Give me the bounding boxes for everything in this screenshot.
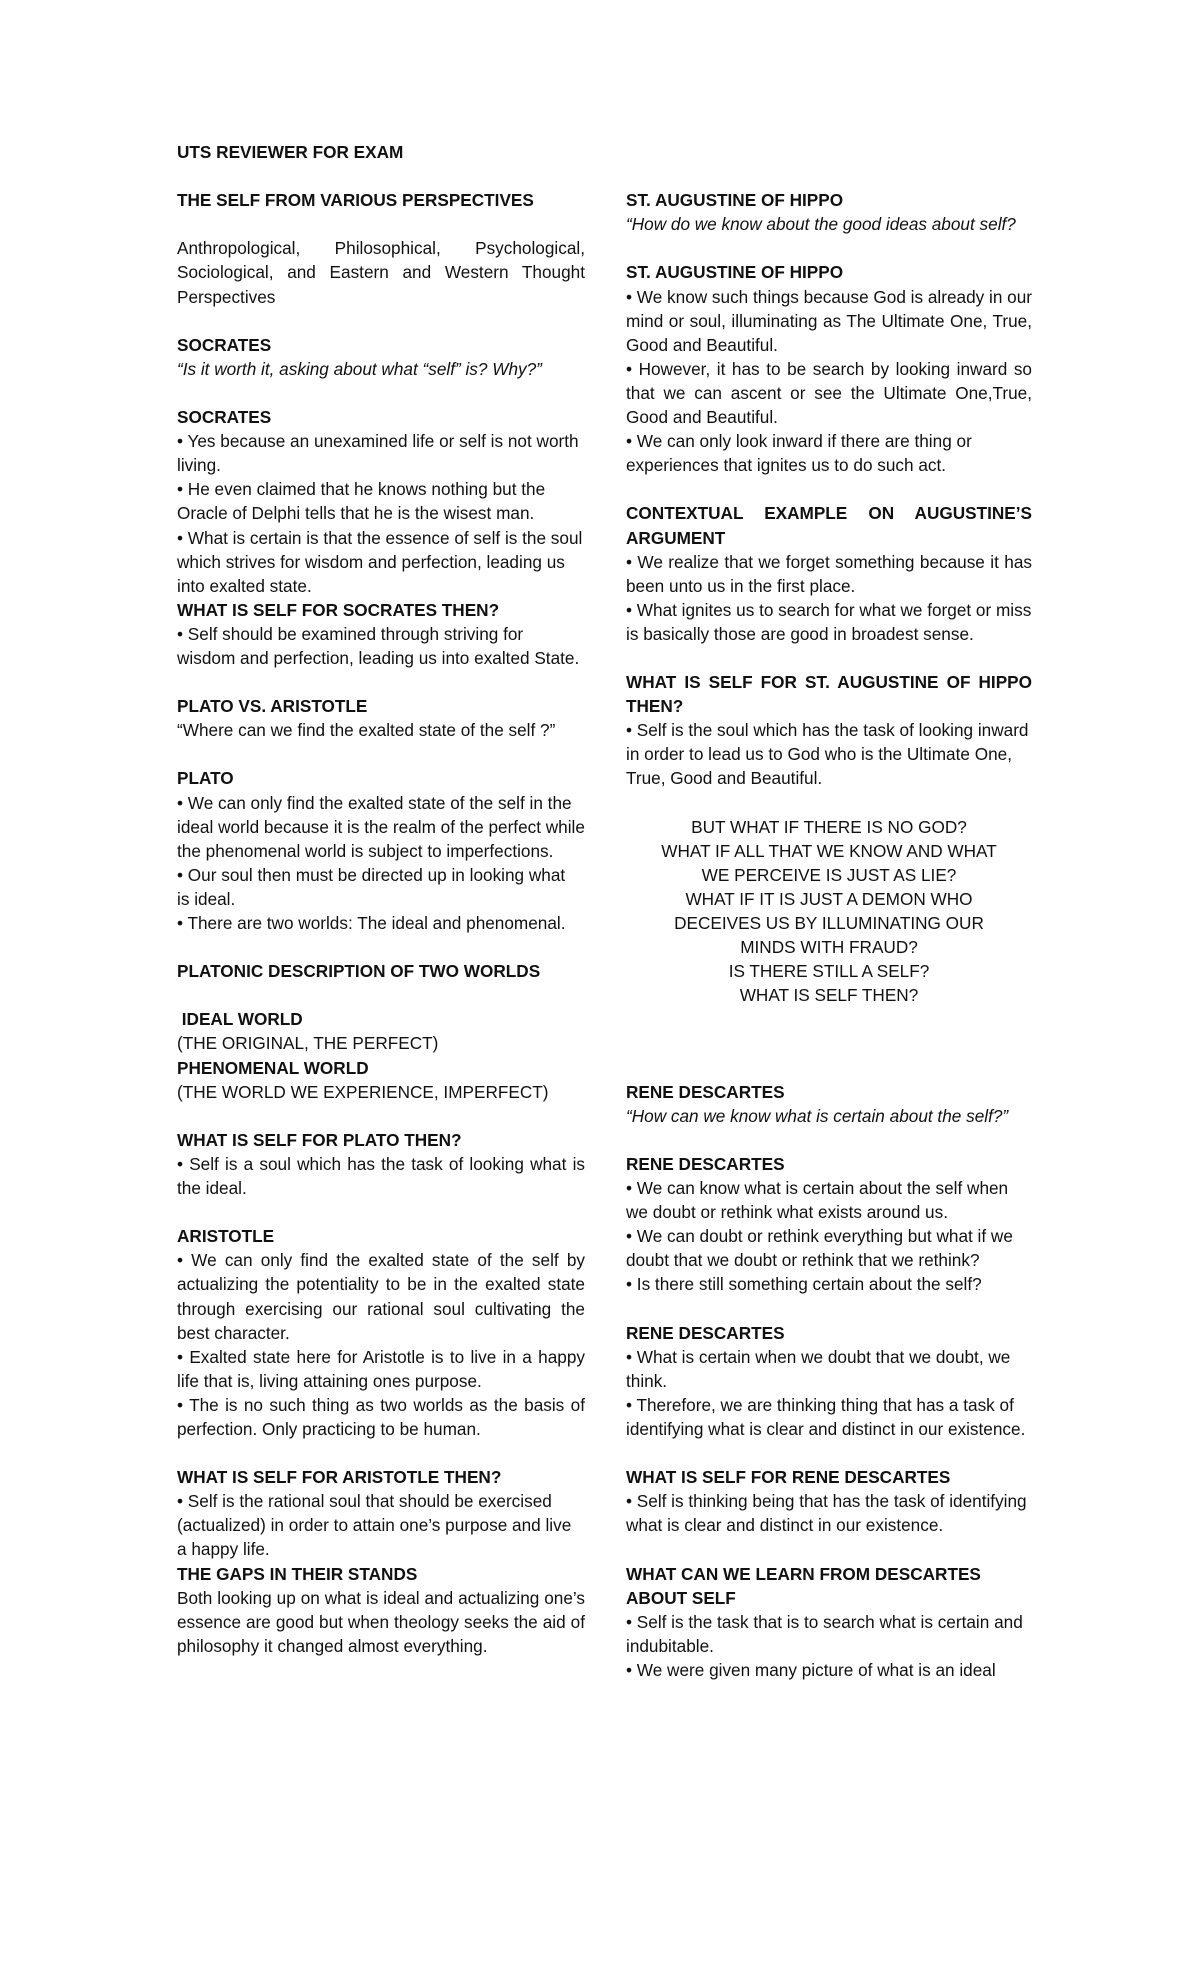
descartes-heading-2: RENE DESCARTES [626, 1153, 785, 1174]
aristotle-heading: ARISTOTLE [177, 1226, 275, 1247]
plato-self-bullet: • Self is a soul which has the task of looking what is the ideal. [177, 1153, 585, 1199]
augustine-bullet-3: • We can only look inward if there are thing or experiences that ignites us to do such act. [626, 431, 972, 476]
plato-bullet-1-cont: ideal world because it is the realm of the perfect while the phenomenal world is subject to imperfections. [177, 816, 585, 861]
socrates-heading-2: SOCRATES [177, 407, 272, 428]
descartes-self-bullet: • Self is thinking being that has the task of identifying what is clear and distinct in our existence. [626, 1491, 1027, 1536]
socrates-bullet-2: • He even claimed that he knows nothing but the Oracle of Delphi tells that he is the wisest man. [177, 479, 546, 524]
gaps-heading: THE GAPS IN THEIR STANDS [177, 1563, 418, 1584]
contextual-bullet-1: • We realize that we forget something because it has been unto us in the first place. [626, 551, 1032, 596]
ideal-world-desc: (THE ORIGINAL, THE PERFECT) [177, 1033, 439, 1054]
perspectives-text: Anthropological, Philosophical, Psychological, Sociological, and Eastern and Western Thought Perspectives [177, 238, 585, 307]
socrates-bullet-3: • What is certain is that the essence of self is the soul which strives for wisdom and perfection, leading us into exalted state. [177, 527, 583, 596]
plato-bullet-3: • There are two worlds: The ideal and phenomenal. [177, 913, 566, 933]
socrates-bullet-1-cont: living. [177, 455, 221, 476]
augustine-question: “How do we know about the good ideas about self? [626, 214, 1016, 235]
ideal-world-label: IDEAL WORLD [177, 1009, 303, 1030]
descartes-bullet-3: • Is there still something certain about the self? [626, 1274, 982, 1295]
center-line: MINDS WITH FRAUD? [740, 937, 918, 958]
center-line: WHAT IF ALL THAT WE KNOW AND WHAT [661, 840, 997, 861]
descartes-question: “How can we know what is certain about the self?” [626, 1105, 1009, 1126]
socrates-self-heading: WHAT IS SELF FOR SOCRATES THEN? [177, 599, 500, 620]
platonic-heading: PLATONIC DESCRIPTION OF TWO WORLDS [177, 961, 541, 982]
section-title: THE SELF FROM VARIOUS PERSPECTIVES [177, 190, 534, 211]
contextual-bullet-2: • What ignites us to search for what we forget or miss is basically those are good in broadest sense. [626, 599, 1032, 644]
socrates-self-bullet: • Self should be examined through striving for wisdom and perfection, leading us into exalted State. [177, 623, 580, 668]
plato-bullet-2: • Our soul then must be directed up in looking what [177, 864, 566, 885]
center-line: IS THERE STILL A SELF? [728, 961, 930, 982]
contextual-heading: CONTEXTUAL EXAMPLE ON AUGUSTINE’S [626, 503, 1032, 524]
descartes-bullet-4: • What is certain when we doubt that we doubt, we think. [626, 1346, 1011, 1391]
augustine-heading-2: ST. AUGUSTINE OF HIPPO [626, 262, 844, 283]
document-title: UTS REVIEWER FOR EXAM [177, 142, 404, 162]
contextual-heading-2: ARGUMENT [626, 527, 726, 548]
plato-bullet-1: • We can only find the exalted state of the self in the [177, 792, 572, 813]
gaps-text: Both looking up on what is ideal and actualizing one’s essence are good but when theology seeks the aid of philosophy it changed almost everything. [177, 1587, 585, 1656]
learn-heading: WHAT CAN WE LEARN FROM DESCARTES ABOUT SELF [626, 1563, 981, 1608]
center-line: BUT WHAT IF THERE IS NO GOD? [691, 816, 967, 837]
plato-self-heading: WHAT IS SELF FOR PLATO THEN? [177, 1129, 462, 1150]
socrates-bullet-1: • Yes because an unexamined life or self is not worth [177, 431, 579, 452]
augustine-bullet-2: • However, it has to be search by looking inward so that we can ascent or see the Ultimate One,True, Good and Beautiful. [626, 358, 1032, 428]
center-line: WHAT IS SELF THEN? [739, 985, 919, 1006]
plato-heading: PLATO [177, 768, 234, 789]
center-line: WE PERCEIVE IS JUST AS LIE? [701, 864, 957, 885]
learn-bullet-1: • Self is the task that is to search what is certain and indubitable. [626, 1611, 1023, 1656]
aristotle-bullet-3: • The is no such thing as two worlds as the basis of perfection. Only practicing to be human. [177, 1394, 585, 1439]
socrates-question: “Is it worth it, asking about what “self” is? Why?” [177, 358, 542, 379]
augustine-self-heading: WHAT IS SELF FOR ST. AUGUSTINE OF HIPPO THEN? [626, 672, 1032, 717]
aristotle-bullet-1: • We can only find the exalted state of the self by actualizing the potentiality to be in the exalted state through exercising our rational soul cultivating the best character. [177, 1250, 585, 1343]
right-column [626, 140, 1032, 1682]
center-line: DECEIVES US BY ILLUMINATING OUR [674, 913, 984, 933]
descartes-heading: RENE DESCARTES [626, 1081, 785, 1102]
center-line: WHAT IF IT IS JUST A DEMON WHO [685, 888, 973, 909]
descartes-heading-3: RENE DESCARTES [626, 1322, 785, 1343]
aristotle-self-heading: WHAT IS SELF FOR ARISTOTLE THEN? [177, 1467, 502, 1488]
aristotle-bullet-2: • Exalted state here for Aristotle is to live in a happy life that is, living attaining ones purpose. [177, 1346, 585, 1391]
descartes-bullet-2: • We can doubt or rethink everything but what if we doubt that we doubt or rethink that we rethink? [626, 1226, 1013, 1271]
phenomenal-world-desc: (THE WORLD WE EXPERIENCE, IMPERFECT) [177, 1081, 549, 1102]
descartes-bullet-5: • Therefore, we are thinking thing that has a task of identifying what is clear and distinct in our existence. [626, 1394, 1026, 1439]
plato-vs-aristotle-heading: PLATO VS. ARISTOTLE [177, 696, 368, 717]
phenomenal-world-label: PHENOMENAL WORLD [177, 1057, 369, 1078]
left-column [177, 140, 585, 1658]
descartes-self-heading: WHAT IS SELF FOR RENE DESCARTES [626, 1467, 951, 1488]
augustine-heading: ST. AUGUSTINE OF HIPPO [626, 190, 844, 211]
plato-bullet-2-cont: is ideal. [177, 888, 236, 909]
learn-bullet-2: • We were given many picture of what is an ideal [626, 1659, 996, 1680]
aristotle-self-bullet: • Self is the rational soul that should be exercised (actualized) in order to attain one’s purpose and live a happy life. [177, 1491, 572, 1560]
augustine-self-bullet: • Self is the soul which has the task of looking inward in order to lead us to God who is the Ultimate One, True, Good and Beautiful. [626, 720, 1029, 789]
socrates-heading: SOCRATES [177, 334, 272, 355]
descartes-bullet-1: • We can know what is certain about the self when we doubt or rethink what exists around us. [626, 1178, 1009, 1223]
augustine-bullet-1: • We know such things because God is already in our mind or soul, illuminating as The Ultimate One, True, Good and Beautiful. [626, 286, 1033, 355]
plato-vs-aristotle-question: “Where can we find the exalted state of the self ?” [177, 720, 556, 741]
